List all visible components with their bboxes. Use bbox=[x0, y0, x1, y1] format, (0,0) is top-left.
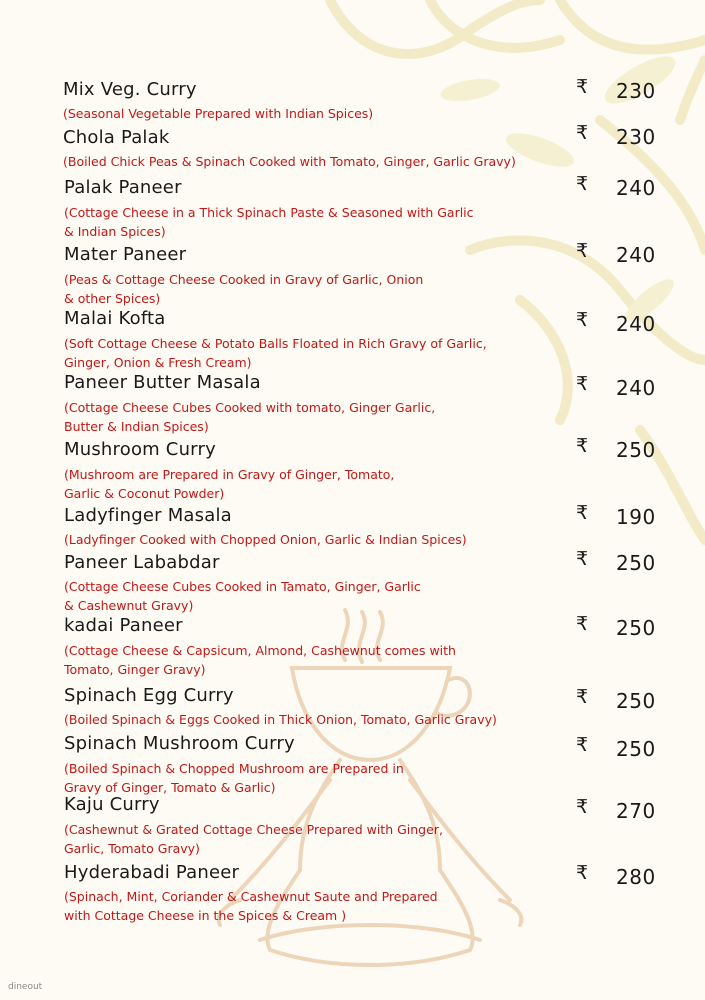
menu-item-price: 230 bbox=[616, 125, 656, 149]
menu-item-price: 240 bbox=[616, 243, 656, 267]
rupee-symbol: ₹ bbox=[576, 734, 589, 756]
menu-item-price: 270 bbox=[616, 799, 656, 823]
dineout-watermark: dineout bbox=[8, 982, 43, 992]
menu-item-name: Malai Kofta bbox=[64, 308, 166, 329]
menu-item-name: Chola Palak bbox=[63, 127, 170, 148]
menu-item-description: (Boiled Chick Peas & Spinach Cooked with Tomato, Ginger, Garlic Gravy) bbox=[63, 154, 516, 169]
menu-item-description: (Cottage Cheese Cubes Cooked with tomato, Ginger Garlic, Butter & Indian Spices) bbox=[64, 400, 436, 434]
menu-item-name: Spinach Mushroom Curry bbox=[64, 733, 295, 754]
menu-item-price: 240 bbox=[616, 176, 656, 200]
menu-item-description: (Cottage Cheese Cubes Cooked in Tamato, Ginger, Garlic & Cashewnut Gravy) bbox=[64, 579, 421, 613]
rupee-symbol: ₹ bbox=[576, 309, 589, 331]
menu-item-name: Palak Paneer bbox=[64, 177, 182, 198]
rupee-symbol: ₹ bbox=[576, 686, 589, 708]
menu-item-name: Spinach Egg Curry bbox=[64, 685, 234, 706]
menu-item-name: Kaju Curry bbox=[64, 794, 160, 815]
rupee-symbol: ₹ bbox=[576, 173, 589, 195]
menu-item-price: 250 bbox=[616, 616, 656, 640]
menu-item-name: Mushroom Curry bbox=[64, 439, 216, 460]
menu-item-price: 240 bbox=[616, 312, 656, 336]
rupee-symbol: ₹ bbox=[576, 373, 589, 395]
menu-item-name: Mater Paneer bbox=[64, 244, 187, 265]
rupee-symbol: ₹ bbox=[576, 862, 589, 884]
menu-item-price: 250 bbox=[616, 551, 656, 575]
menu-item-description: (Cottage Cheese in a Thick Spinach Paste & Seasoned with Garlic & Indian Spices) bbox=[64, 205, 474, 239]
menu-item-price: 230 bbox=[616, 79, 656, 103]
menu-item-description: (Ladyfinger Cooked with Chopped Onion, Garlic & Indian Spices) bbox=[64, 532, 467, 547]
menu-item-description: (Cashewnut & Grated Cottage Cheese Prepared with Ginger, Garlic, Tomato Gravy) bbox=[64, 822, 443, 856]
menu-item-price: 250 bbox=[616, 689, 656, 713]
menu-item-price: 250 bbox=[616, 737, 656, 761]
rupee-symbol: ₹ bbox=[576, 435, 589, 457]
menu-item-description: (Boiled Spinach & Eggs Cooked in Thick Onion, Tomato, Garlic Gravy) bbox=[64, 712, 497, 727]
menu-item-description: (Soft Cottage Cheese & Potato Balls Floated in Rich Gravy of Garlic, Ginger, Onion & Fresh Cream) bbox=[64, 336, 487, 370]
menu-item-name: Mix Veg. Curry bbox=[63, 79, 197, 100]
menu-item-name: kadai Paneer bbox=[64, 615, 183, 636]
menu-item-description: (Peas & Cottage Cheese Cooked in Gravy of Garlic, Onion & other Spices) bbox=[64, 272, 424, 306]
menu-item-price: 250 bbox=[616, 438, 656, 462]
menu-item-description: (Mushroom are Prepared in Gravy of Ginger, Tomato, Garlic & Coconut Powder) bbox=[64, 467, 395, 501]
menu-item-name: Paneer Lababdar bbox=[64, 552, 220, 573]
rupee-symbol: ₹ bbox=[576, 548, 589, 570]
menu-item-price: 280 bbox=[616, 865, 656, 889]
menu-item-name: Ladyfinger Masala bbox=[64, 505, 232, 526]
menu-item-name: Hyderabadi Paneer bbox=[64, 862, 240, 883]
menu-item-price: 240 bbox=[616, 376, 656, 400]
rupee-symbol: ₹ bbox=[576, 502, 589, 524]
rupee-symbol: ₹ bbox=[576, 796, 589, 818]
menu-item-description: (Cottage Cheese & Capsicum, Almond, Cashewnut comes with Tomato, Ginger Gravy) bbox=[64, 643, 456, 677]
rupee-symbol: ₹ bbox=[576, 122, 589, 144]
menu-item-price: 190 bbox=[616, 505, 656, 529]
menu-item-description: (Seasonal Vegetable Prepared with Indian Spices) bbox=[63, 106, 374, 121]
rupee-symbol: ₹ bbox=[576, 76, 589, 98]
menu-item-description: (Boiled Spinach & Chopped Mushroom are Prepared in Gravy of Ginger, Tomato & Garlic) bbox=[64, 761, 404, 795]
rupee-symbol: ₹ bbox=[576, 240, 589, 262]
menu-item-name: Paneer Butter Masala bbox=[64, 372, 261, 393]
menu-item-description: (Spinach, Mint, Coriander & Cashewnut Saute and Prepared with Cottage Cheese in the Spices & Cream ) bbox=[64, 889, 438, 923]
rupee-symbol: ₹ bbox=[576, 613, 589, 635]
